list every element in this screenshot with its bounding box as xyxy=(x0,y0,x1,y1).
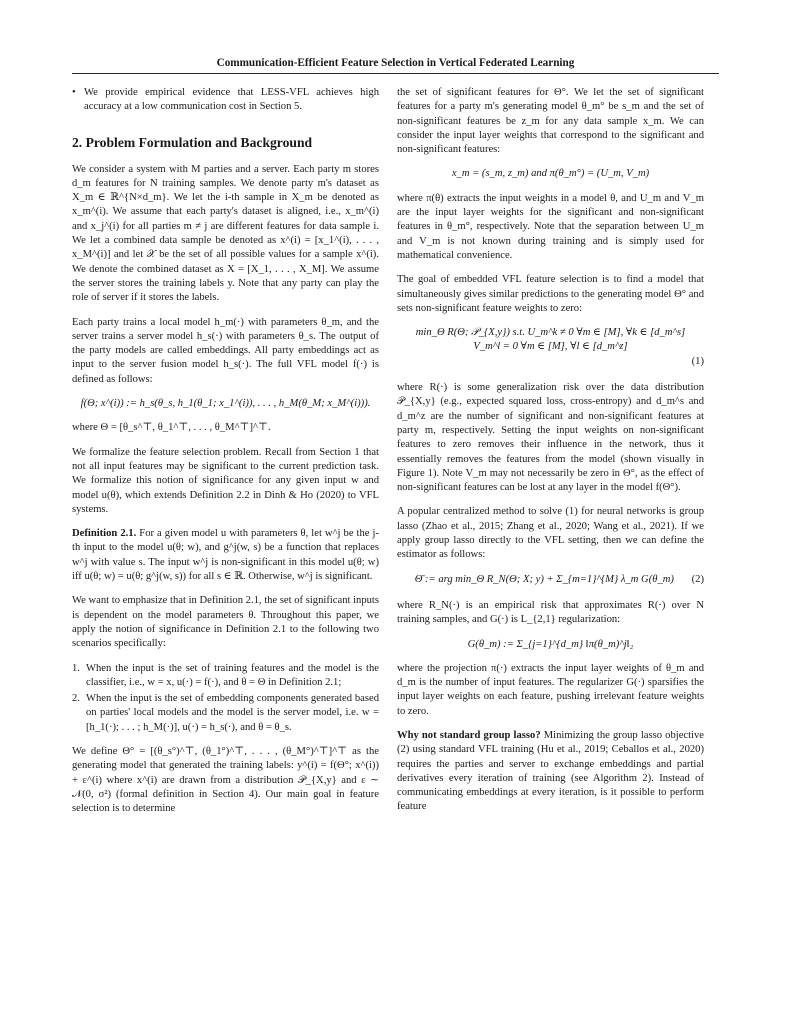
paragraph-risk: where R(·) is some generalization risk over the data distribution 𝒫_{X,y} (e.g., expected squared loss, cross-entropy) and d_m^s and d_m^z are the number of significant and non-significant features at party m, respectively. Setting the input weights on non-significant features to zero removes their influence in the network, thus it essentially removes the features from the model (shown visually in Figure 1). Note V_m may not necessarily be zero in Θ°, as the effect of non-significant features can be lost at any layer in the model f(Θ°). xyxy=(397,382,704,494)
paragraph-projection: where the projection π(·) extracts the input layer weights of θ_m and d_m is the number of input features. The regularizer G(·) sparsifies the input layer weights on each feature, pushing irrelevant feature weights to zero. xyxy=(397,662,704,717)
scenario-list xyxy=(72,662,379,735)
paragraph-why-not xyxy=(397,729,704,815)
paragraph-local-models: Each party trains a local model h_m(·) with parameters θ_m, and the server trains a server model h_s(·) with parameters θ_s. The output of the party models are called embeddings. All party embeddings act as input to the server fusion model h_s(·). The full VFL model f(·) is defined as follows: xyxy=(72,316,379,385)
paragraph-empirical-risk: where R_N(·) is an empirical risk that approximates R(·) over N training samples, and G(·) is L_{2,1} regularization: xyxy=(397,599,704,626)
equation-1-line-1 xyxy=(397,326,704,340)
paragraph-group-lasso: A popular centralized method to solve (1) for neural networks is group lasso (Zhao et al., 2015; Zhang et al., 2020; Wang et al., 2021). If we apply group lasso directly to the VFL setting, then we can define the estimator as follows: xyxy=(397,506,704,561)
list-number: 2. xyxy=(72,693,80,705)
equation-split: x_m = (s_m, z_m) and π(θ_m°) = (U_m, V_m) xyxy=(451,168,650,180)
paragraph-goal: The goal of embedded VFL feature selection is to find a model that simultaneously gives similar predictions to the generating model Θ° and sets non-significant feature weights to zero: xyxy=(397,274,704,314)
equation-2-line xyxy=(397,573,704,587)
left-column xyxy=(72,86,379,826)
list-text: When the input is the set of training features and the model is the classifier, i.e., w = x, u(·) = f(·), and θ = Θ in Definition 2.1; xyxy=(86,662,379,688)
equation-vfl-model: f(Θ; x^(i)) := h_s(θ_s, h_1(θ_1; x_1^(i)), . . . , h_M(θ_M; x_M^(i))). xyxy=(80,398,371,410)
definition-label: Definition 2.1. xyxy=(72,528,137,540)
contribution-bullet xyxy=(72,86,379,115)
equation-2-number: (2) xyxy=(691,573,704,585)
equation-1-objective: min_Θ R(Θ; 𝒫_{X,y}) s.t. U_m^k ≠ 0 ∀m ∈ [M], ∀k ∈ [d_m^s] xyxy=(415,327,686,339)
right-column xyxy=(397,86,704,825)
list-text: When the input is the set of embedding components generated based on parties' local models and the model is the server model, i.e. w = [h_1(·); . . . ; h_M(·)], u(·) = h_s(·), and θ = θ_s. xyxy=(86,693,379,733)
paragraph-feature-selection-text: We formalize the feature selection problem. Recall from Section 1 that not all input features may be significant to the current prediction task. We formalize this notion of significance for any given input w and model u(θ), which extends Definition 2.2 in Dinh & Ho (2020) to VFL systems. xyxy=(72,446,379,515)
runin-heading: Why not standard group lasso? xyxy=(397,729,541,741)
equation-1-number: (1) xyxy=(691,355,704,367)
equation-1-number-row xyxy=(397,355,704,369)
definition-2-1 xyxy=(72,527,379,584)
paragraph-significance: We want to emphasize that in Definition 2.1, the set of significant inputs is dependent on the model parameters θ. Throughout this paper, we apply the notion of significance in Definition 2.1 to the following two scenarios specifically: xyxy=(72,595,379,650)
paragraph-significant-set: the set of significant features for Θ°. We let the set of significant features for a party m's generating model θ_m° be s_m and the set of non-significant features be z_m for any data sample x_m. We can consider the input layer weights that correspond to the significant and non-significant features: xyxy=(397,87,704,156)
list-item xyxy=(72,692,379,735)
paragraph-generating-model: We define Θ° = [(θ_s°)^⊤, (θ_1°)^⊤, . . . , (θ_M°)^⊤]^⊤ as the generating model that generated the training labels: y^(i) = f(Θ°; x^(i)) + ε^(i) where x^(i) are drawn from a distribution 𝒫_{X,y} and ε ∼ 𝒩(0, σ²) (formal definition in Section 4). Our main goal in feature selection is to determine xyxy=(72,745,379,815)
equation-regularizer: G(θ_m) := Σ_{j=1}^{d_m} ‖π(θ_m)^j‖₂ xyxy=(467,638,634,650)
bullet-text: We provide empirical evidence that LESS-VFL achieves high accuracy at a low communication cost in Section 5. xyxy=(84,87,379,113)
section-title: 2. Problem Formulation and Background xyxy=(72,134,313,150)
equation-1-constraint: V_m^l = 0 ∀m ∈ [M], ∀l ∈ [d_m^z] xyxy=(473,341,628,353)
definition-text: For a given model u with parameters θ, let w^j be the j-th input to the model u(θ; w), and g^j(w, s) be a function that replaces w^j with value s. The input w^j is non-significant in this model u(θ; w) iff u(θ; w) = u(θ; g^j(w, s)) for all s ∈ ℝ. Otherwise, w^j is significant. xyxy=(72,528,380,583)
equation-theta-def: where Θ = [θ_s^⊤, θ_1^⊤, . . . , θ_M^⊤]^⊤. xyxy=(72,422,271,434)
equation-2-content: Θ̄ := arg min_Θ R_N(Θ; X; y) + Σ_{m=1}^{M} λ_m G(θ_m) xyxy=(414,573,674,585)
paragraph-system-model: We consider a system with M parties and a server. Each party m stores d_m features for N training samples. We denote party m's dataset as X_m ∈ ℝ^{N×d_m}. We let the i-th sample in X_m be denoted as x_m^(i). We assume that each party's dataset is aligned, i.e., x_m^(i) and x_j^(i) for all parties m ≠ j are different features for data sample i. We let a combined data sample be denoted as x^(i) = [x_1^(i), . . . , x_M^(i)] and let 𝒳 be the set of all possible values for a sample x^(i). We denote the combined dataset as X = [X_1, . . . , X_M]. We assume the server stores the training labels y. Note that any party can play the role of server if it stores the labels. xyxy=(72,163,379,304)
paragraph-feature-selection xyxy=(72,446,379,517)
paragraph-why-not-text: Minimizing the group lasso objective (2) using standard VFL training (Hu et al., 2019; Ceballos et al., 2020) requires the parties and server to exchange embeddings and partial derivatives every iteration of training (see Algorithm 2). Instead of communicating embeddings at every iteration, is it possible to perform feature xyxy=(397,729,704,813)
equation-1 xyxy=(397,326,704,369)
bullet-mark: • xyxy=(72,87,76,98)
list-item xyxy=(72,662,379,691)
equation-1-line-2 xyxy=(397,340,704,354)
paragraph-input-weights: where π(θ) extracts the input weights in a model θ, and U_m and V_m are the input layer weights for the significant and non-significant features in θ_m°, respectively. Note that the separation between U_m and V_m is not known during training and is simply used for mathematical convenience. xyxy=(397,192,704,261)
equation-2 xyxy=(397,573,704,587)
running-header: Communication-Efficient Feature Selection in Vertical Federated Learning xyxy=(72,57,719,74)
list-number: 1. xyxy=(72,662,80,674)
